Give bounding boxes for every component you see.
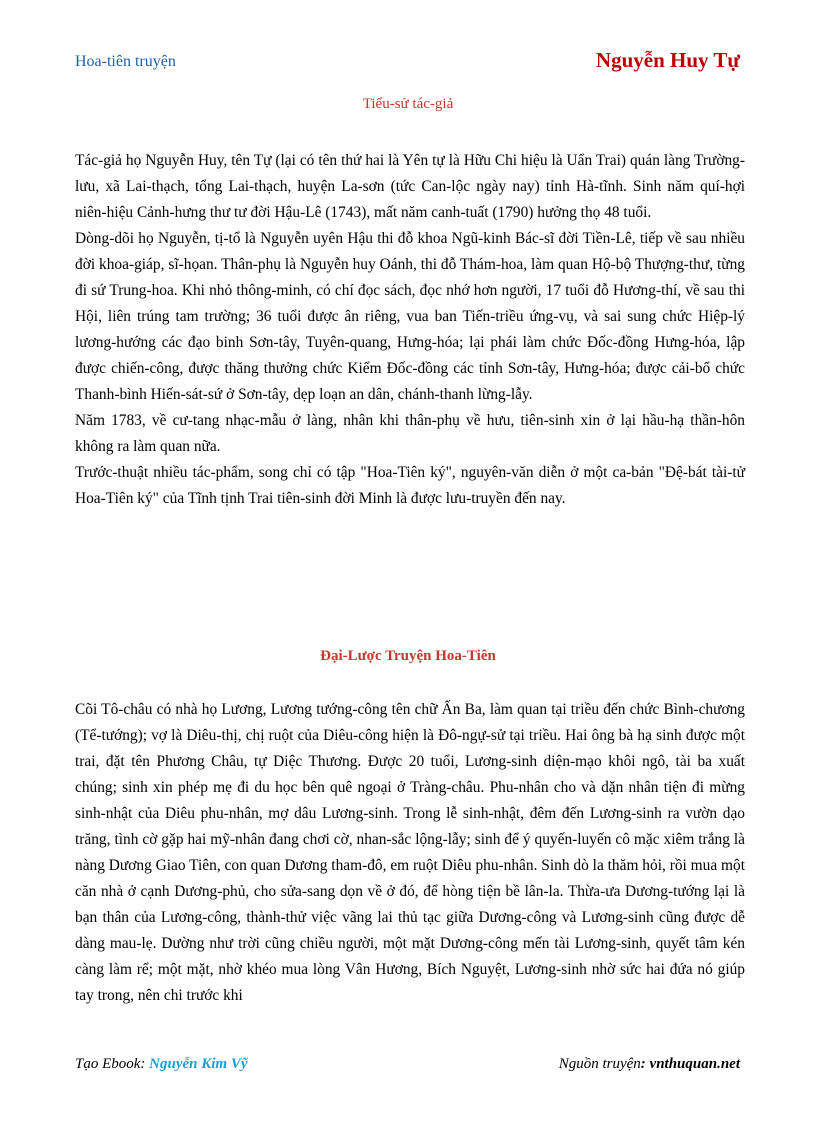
biography-paragraph: Năm 1783, về cư-tang nhạc-mẫu ở làng, nhân khi thân-phụ về hưu, tiên-sinh xin ở lại hầu-hạ thần-hôn không ra làm quan nữa. xyxy=(75,412,745,455)
book-title: Hoa-tiên truyện xyxy=(75,53,176,70)
biography-paragraph: Dòng-dõi họ Nguyễn, tị-tổ là Nguyễn uyên Hậu thi đỗ khoa Ngũ-kinh Bác-sĩ đời Tiền-Lê, tiếp về sau nhiều đời khoa-giáp, sĩ-họan. Thân-phụ là Nguyễn huy Oánh, thi đỗ Thám-hoa, làm quan Hộ-bộ Thượng-thư, từng đi sứ Trung-hoa. Khi nhỏ thông-minh, có chí đọc sách, đọc nhớ hơn người, 17 tuổi đỗ Hương-thí, về sau thi Hội, liên trúng tam trường; 36 tuổi được ân riêng, vua ban Tiến-triều ứng-vụ, và sai sung chức Hiệp-lý lương-hướng các đạo binh Sơn-tây, Tuyên-quang, Hưng-hóa; lại phái làm chức Đốc-đồng Hưng-hóa, lập được chiến-công, được thăng thưởng chức Kiểm Đốc-đồng các tỉnh Sơn-tây, Hưng-hóa; được cải-bổ chức Thanh-bình Hiến-sát-sứ ở Sơn-tây, dẹp loạn an dân, chánh-thanh lừng-lẫy. xyxy=(75,230,745,403)
section-title-biography: Tiểu-sử tác-giả xyxy=(362,96,454,112)
source-credit-separator: : xyxy=(640,1056,650,1072)
biography-body xyxy=(75,148,745,512)
biography-paragraph: Tác-giả họ Nguyễn Huy, tên Tự (lại có tên thứ hai là Yên tự là Hữu Chi hiệu là Uẩn Trai) quán làng Trường-lưu, xã Lai-thạch, tổng Lai-thạch, huyện La-sơn (tức Can-lộc ngày nay) tỉnh Hà-tĩnh. Sinh năm quí-hợi niên-hiệu Cảnh-hưng thư tư đời Hậu-Lê (1743), mất năm canh-tuất (1790) hưởng thọ 48 tuổi. xyxy=(75,152,745,221)
summary-body xyxy=(75,697,745,1009)
ebook-credit-separator: : xyxy=(140,1056,150,1072)
biography-paragraph: Trước-thuật nhiều tác-phẩm, song chỉ có tập "Hoa-Tiên ký", nguyên-văn diễn ở một ca-bản "Đệ-bát tài-tử Hoa-Tiên ký" của Tĩnh tịnh Trai tiên-sinh đời Minh là được lưu-truyền đến nay. xyxy=(75,464,745,507)
author-name: Nguyễn Huy Tự xyxy=(595,48,740,72)
ebook-credit-label: Tạo Ebook xyxy=(75,1056,141,1072)
ebook-credit xyxy=(75,1056,248,1073)
source-site-name: vnthuquan.net xyxy=(649,1056,740,1072)
summary-paragraph: Cõi Tô-châu có nhà họ Lương, Lương tướng-công tên chữ Ấn Ba, làm quan tại triều đến chức Bình-chương (Tể-tướng); vợ là Diêu-thị, chị ruột của Diêu-công hiện là Đô-ngự-sử tại triều. Hai ông bà hạ sinh được một trai, đặt tên Phương Châu, tự Diệc Thương. Được 20 tuổi, Lương-sinh diện-mạo khôi ngô, tài ba xuất chúng; sinh xin phép mẹ đi du học bên quê ngoại ở Tràng-châu. Phu-nhân cho và dặn nhân tiện đi mừng sinh-nhật của Diêu phu-nhân, mợ dâu Lương-sinh. Trong lễ sinh-nhật, đêm đến Lương-sinh ra vườn dạo trăng, tình cờ gặp hai mỹ-nhân đang chơi cờ, nhan-sắc lộng-lẫy; sinh để ý quyến-luyến cô mặc xiêm trắng là nàng Dương Giao Tiên, con quan Dương tham-đô, em ruột Diêu phu-nhân. Sinh dò la thăm hỏi, rồi mua một căn nhà ở cạnh Dương-phủ, cho sửa-sang dọn về ở đó, để hòng tiện bề lân-la. Thừa-ưa Dương-tướng lại là bạn thân của Lương-công, thành-thử việc vãng lai thủ tạc giữa Dương-công và Lương-sinh cũng được dễ dàng mau-lẹ. Dường như trời cũng chiều người, một mặt Dương-công mến tài Lương-sinh, quyết tâm kén càng làm rể; một mặt, nhờ khéo mua lòng Vân Hương, Bích Nguyệt, Lương-sinh nhờ sức hai đứa nó giúp tay trong, nên chi trước khi xyxy=(75,701,745,1004)
section-title-summary: Đại-Lược Truyện Hoa-Tiên xyxy=(320,648,496,664)
source-credit xyxy=(559,1056,740,1073)
source-credit-label: Nguồn truyện xyxy=(558,1056,641,1072)
ebook-author-name: Nguyễn Kim Vỹ xyxy=(149,1056,248,1072)
